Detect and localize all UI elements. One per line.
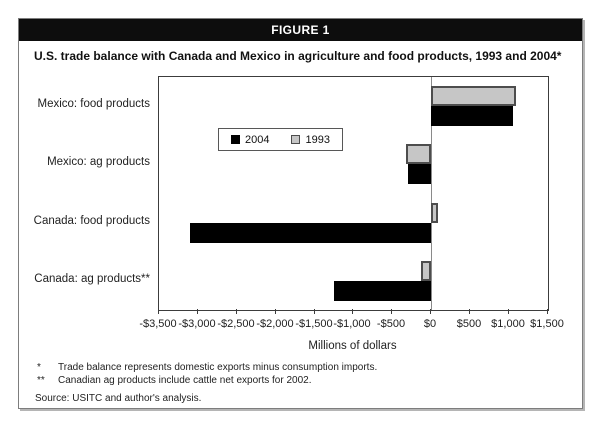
x-tick--3500 bbox=[158, 309, 159, 314]
category-label-2: Canada: food products bbox=[33, 215, 150, 227]
x-tick--2000 bbox=[275, 309, 276, 314]
footnote bbox=[35, 375, 574, 386]
category-label-0: Mexico: food products bbox=[37, 98, 150, 110]
bar-2004-category-0 bbox=[431, 106, 513, 126]
footnote-text: Canadian ag products include cattle net exports for 2002. bbox=[58, 375, 312, 386]
category-label-1: Mexico: ag products bbox=[47, 156, 150, 168]
bar-2004-category-3 bbox=[334, 281, 431, 301]
bar-2004-category-1 bbox=[408, 164, 431, 184]
figure-title: U.S. trade balance with Canada and Mexico in agriculture and food products, 1993 and 2004* bbox=[34, 49, 562, 63]
figure-header bbox=[19, 19, 582, 41]
legend bbox=[218, 128, 343, 151]
x-tick-1500 bbox=[547, 309, 548, 314]
figure-box bbox=[18, 18, 583, 409]
legend-label-1993: 1993 bbox=[305, 133, 330, 146]
bar-1993-category-0 bbox=[431, 86, 516, 106]
bar-2004-category-2 bbox=[190, 223, 431, 243]
legend-swatch-2004 bbox=[231, 135, 240, 144]
legend-swatch-1993 bbox=[291, 135, 300, 144]
category-labels bbox=[19, 76, 150, 309]
plot-area bbox=[158, 76, 549, 311]
category-label-3: Canada: ag products** bbox=[34, 273, 150, 285]
x-tick--1000 bbox=[352, 309, 353, 314]
legend-item-1993 bbox=[291, 134, 329, 146]
figure-header-label: FIGURE 1 bbox=[271, 23, 330, 37]
x-tick-label--1000: -$1,000 bbox=[333, 318, 371, 330]
bar-1993-category-2 bbox=[431, 203, 438, 223]
x-tick-label--2000: -$2,000 bbox=[256, 318, 294, 330]
legend-label-2004: 2004 bbox=[245, 133, 270, 146]
x-tick-label--3000: -$3,000 bbox=[178, 318, 216, 330]
footnote bbox=[35, 362, 574, 373]
footnote-marker: * bbox=[37, 362, 41, 373]
x-axis bbox=[139, 309, 564, 331]
x-tick-label-500: $500 bbox=[456, 318, 482, 330]
x-tick--2500 bbox=[236, 309, 237, 314]
bar-1993-category-3 bbox=[421, 261, 431, 281]
x-tick-label--500: -$500 bbox=[376, 318, 406, 330]
x-tick-label--2500: -$2,500 bbox=[217, 318, 255, 330]
x-tick-label--1500: -$1,500 bbox=[295, 318, 333, 330]
x-tick--1500 bbox=[314, 309, 315, 314]
footnote-marker: ** bbox=[37, 375, 45, 386]
x-tick-500 bbox=[469, 309, 470, 314]
footnote-text: Trade balance represents domestic exports minus consumption imports. bbox=[58, 362, 378, 373]
x-tick-label-1000: $1,000 bbox=[491, 318, 525, 330]
x-tick--500 bbox=[391, 309, 392, 314]
bar-1993-category-1 bbox=[406, 144, 431, 164]
footnotes bbox=[35, 362, 574, 406]
source-note: Source: USITC and author's analysis. bbox=[35, 393, 202, 404]
x-tick-label-0: $0 bbox=[423, 318, 437, 330]
x-tick-label--3500: -$3,500 bbox=[139, 318, 177, 330]
x-tick--3000 bbox=[197, 309, 198, 314]
x-tick-0 bbox=[430, 309, 431, 314]
legend-item-2004 bbox=[231, 134, 269, 146]
x-tick-label-1500: $1,500 bbox=[530, 318, 564, 330]
x-axis-title: Millions of dollars bbox=[308, 340, 397, 352]
x-tick-1000 bbox=[508, 309, 509, 314]
